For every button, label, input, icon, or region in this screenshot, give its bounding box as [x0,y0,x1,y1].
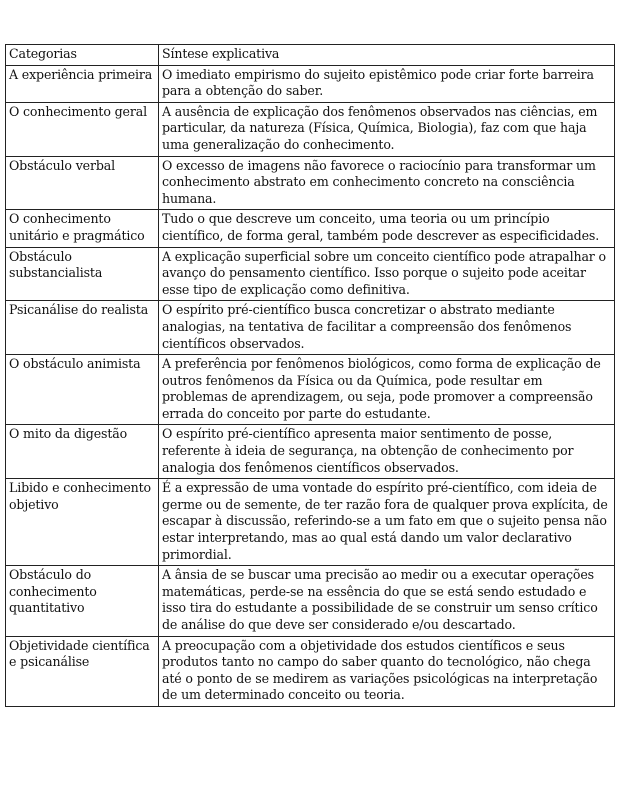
table-row [6,210,615,247]
table-container [5,44,614,707]
categories-table [5,44,615,707]
table-row [6,156,615,210]
table-row [6,65,615,102]
table-row [6,247,615,301]
category-cell: A experiência primeira [6,65,159,102]
synthesis-cell: O imediato empirismo do sujeito epistêmico pode criar forte barreira para a obtenção do saber. [159,65,615,102]
category-cell: O mito da digestão [6,425,159,479]
category-cell: O obstáculo animista [6,355,159,425]
category-cell: Obstáculo substancialista [6,247,159,301]
category-cell: O conhecimento geral [6,102,159,156]
synthesis-cell: A preferência por fenômenos biológicos, como forma de explicação de outros fenômenos da Física ou da Química, pode resultar em problemas de aprendizagem, ou seja, pode promover a compreensão errada do conceito por parte do estudante. [159,355,615,425]
category-cell: Psicanálise do realista [6,301,159,355]
header-sintese-explicativa: Síntese explicativa [159,45,615,66]
synthesis-cell: A ânsia de se buscar uma precisão ao medir ou a executar operações matemáticas, perde-se na essência do que se está sendo estudado e isso tira do estudante a possibilidade de se construir um senso crítico de análise do que deve ser considerado e/ou descartado. [159,566,615,636]
table-row [6,355,615,425]
synthesis-cell: A preocupação com a objetividade dos estudos científicos e seus produtos tanto no campo do saber quanto do tecnológico, não chega até o ponto de se medirem as variações psicológicas na interpretação de um determinado conceito ou teoria. [159,636,615,706]
category-cell: Obstáculo verbal [6,156,159,210]
table-row [6,102,615,156]
category-cell: Obstáculo do conhecimento quantitativo [6,566,159,636]
table-row [6,301,615,355]
synthesis-cell: É a expressão de uma vontade do espírito pré-científico, com ideia de germe ou de semente, de ter razão fora de qualquer prova explícita, de escapar à discussão, referindo-se a um fato em que o sujeito pensa não estar interpretando, mas ao qual está dando um valor declarativo primordial. [159,479,615,566]
synthesis-cell: A ausência de explicação dos fenômenos observados nas ciências, em particular, da natureza (Física, Química, Biologia), faz com que haja uma generalização do conhecimento. [159,102,615,156]
synthesis-cell: O espírito pré-científico busca concretizar o abstrato mediante analogias, na tentativa de facilitar a compreensão dos fenômenos científicos observados. [159,301,615,355]
table-row [6,636,615,706]
table-header-row [6,45,615,66]
header-categorias: Categorias [6,45,159,66]
category-cell: O conhecimento unitário e pragmático [6,210,159,247]
category-cell: Libido e conhecimento objetivo [6,479,159,566]
table-row [6,479,615,566]
category-cell: Objetividade científica e psicanálise [6,636,159,706]
synthesis-cell: A explicação superficial sobre um conceito científico pode atrapalhar o avanço do pensamento científico. Isso porque o sujeito pode aceitar esse tipo de explicação como definitiva. [159,247,615,301]
synthesis-cell: O espírito pré-científico apresenta maior sentimento de posse, referente à ideia de segurança, na obtenção de conhecimento por analogia dos fenômenos científicos observados. [159,425,615,479]
synthesis-cell: O excesso de imagens não favorece o raciocínio para transformar um conhecimento abstrato em conhecimento concreto na consciência humana. [159,156,615,210]
table-row [6,425,615,479]
synthesis-cell: Tudo o que descreve um conceito, uma teoria ou um princípio científico, de forma geral, também pode descrever as especificidades. [159,210,615,247]
table-row [6,566,615,636]
